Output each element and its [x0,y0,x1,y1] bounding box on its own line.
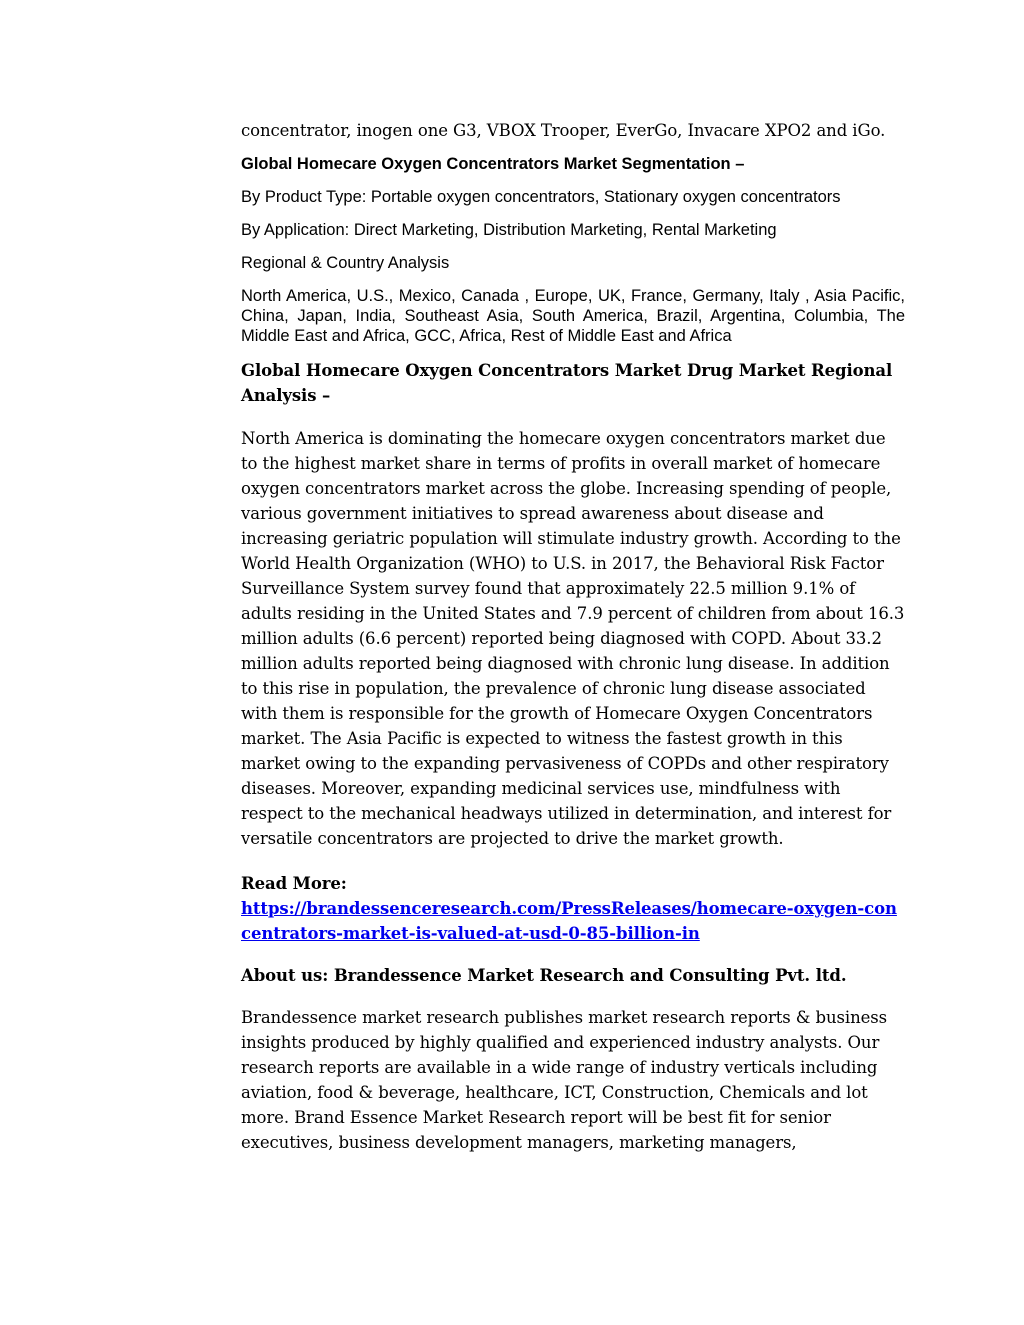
about-heading: About us: Brandessence Market Research and Consulting Pvt. ltd. [241,966,847,985]
segmentation-product-type: By Product Type: Portable oxygen concentrators, Stationary oxygen concentrators [241,188,841,206]
read-more-link[interactable]: https://brandessenceresearch.com/PressReleases/homecare-oxygen-concentrators-market-is-valued-at-usd-0-85-billion-in [241,899,897,943]
document-page [241,118,905,1155]
regional-analysis-heading: Global Homecare Oxygen Concentrators Market Drug Market Regional Analysis – [241,361,893,405]
segmentation-heading: Global Homecare Oxygen Concentrators Market Segmentation – [241,155,745,173]
segmentation-countries: North America, U.S., Mexico, Canada , Europe, UK, France, Germany, Italy , Asia Pacific, China, Japan, India, Southeast Asia, South America, Brazil, Argentina, Columbia, The Middle East and Africa, GCC, Africa, Rest of Middle East and Africa [241,287,905,345]
intro-continuation-paragraph: concentrator, inogen one G3, VBOX Trooper, EverGo, Invacare XPO2 and iGo. [241,121,886,140]
read-more-label: Read More: [241,874,347,893]
segmentation-regional: Regional & Country Analysis [241,254,450,272]
regional-analysis-body: North America is dominating the homecare oxygen concentrators market due to the highest market share in terms of profits in overall market of homecare oxygen concentrators market across the globe. Increasing spending of people, various government initiatives to spread awareness about disease and increasing geriatric population will stimulate industry growth. According to the World Health Organization (WHO) to U.S. in 2017, the Behavioral Risk Factor Surveillance System survey found that approximately 22.5 million 9.1% of adults residing in the United States and 7.9 percent of children from about 16.3 million adults (6.6 percent) reported being diagnosed with COPD. About 33.2 million adults reported being diagnosed with chronic lung disease. In addition to this rise in population, the prevalence of chronic lung disease associated with them is responsible for the growth of Homecare Oxygen Concentrators market. The Asia Pacific is expected to witness the fastest growth in this market owing to the expanding pervasiveness of COPDs and other respiratory diseases. Moreover, expanding medicinal services use, mindfulness with respect to the mechanical headways utilized in determination, and interest for versatile concentrators are projected to drive the market growth. [241,429,905,848]
segmentation-application: By Application: Direct Marketing, Distribution Marketing, Rental Marketing [241,221,777,239]
about-body: Brandessence market research publishes market research reports & business insights produced by highly qualified and experienced industry analysts. Our research reports are available in a wide range of industry verticals including aviation, food & beverage, healthcare, ICT, Construction, Chemicals and lot more. Brand Essence Market Research report will be best fit for senior executives, business development managers, marketing managers, [241,1008,887,1152]
read-more-block [241,871,905,946]
